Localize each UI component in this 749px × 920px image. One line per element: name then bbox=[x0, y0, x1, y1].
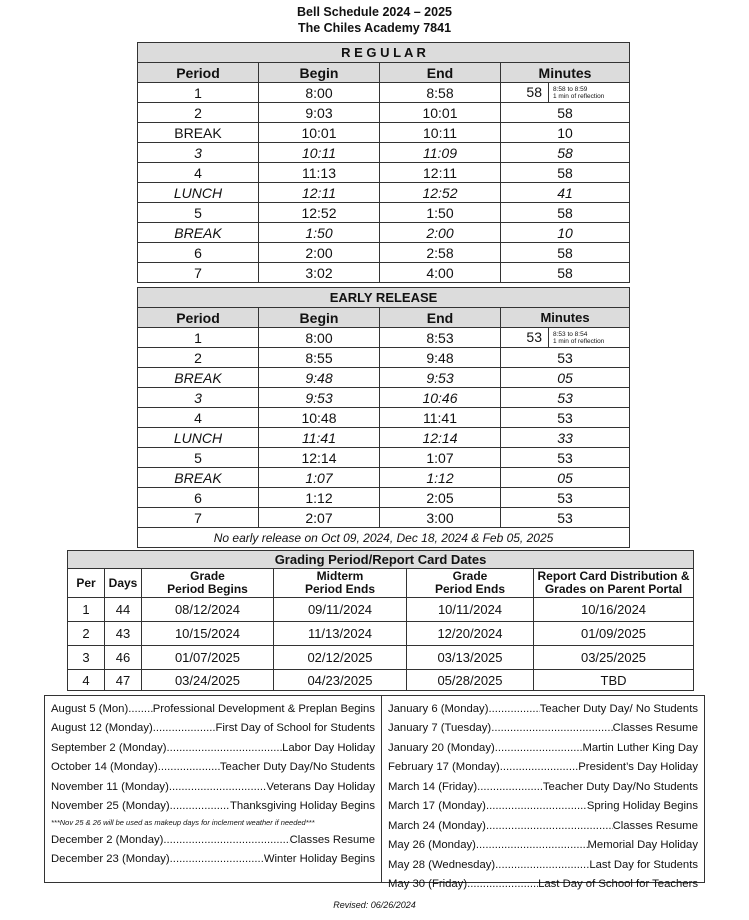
leader-dots bbox=[153, 722, 216, 734]
period-cell: BREAK bbox=[138, 468, 259, 488]
begin-cell: 3:02 bbox=[259, 263, 380, 283]
calendar-right bbox=[381, 695, 705, 891]
grading-cell: 10/16/2024 bbox=[534, 598, 694, 622]
end-cell: 4:00 bbox=[380, 263, 501, 283]
calendar-event: Teacher Duty Day/No Students bbox=[219, 761, 375, 774]
end-cell: 10:01 bbox=[380, 103, 501, 123]
col-begin: Begin bbox=[259, 63, 380, 83]
end-cell: 2:05 bbox=[380, 488, 501, 508]
calendar-event: Classes Resume bbox=[612, 722, 698, 735]
calendar-event: President’s Day Holiday bbox=[578, 761, 698, 774]
end-cell: 9:53 bbox=[380, 368, 501, 388]
table-row bbox=[138, 508, 630, 528]
reflection-note bbox=[549, 331, 604, 345]
calendar-event: Spring Holiday Begins bbox=[586, 800, 698, 813]
minutes-cell: 41 bbox=[501, 183, 630, 203]
minutes-cell: 58 bbox=[501, 243, 630, 263]
leader-dots bbox=[467, 878, 538, 890]
header-row bbox=[68, 569, 694, 598]
table-row bbox=[138, 163, 630, 183]
minutes-cell: 53 bbox=[501, 508, 630, 528]
note-text: 1 min of reflection bbox=[553, 92, 605, 100]
end-cell: 8:58 bbox=[380, 83, 501, 103]
begin-cell: 1:50 bbox=[259, 223, 380, 243]
calendar-item bbox=[388, 699, 698, 719]
col-period: Period bbox=[138, 63, 259, 83]
calendar-item bbox=[388, 758, 698, 778]
table-row bbox=[138, 243, 630, 263]
end-cell: 11:41 bbox=[380, 408, 501, 428]
leader-dots bbox=[488, 703, 539, 715]
calendar-date: December 2 (Monday) bbox=[51, 833, 164, 846]
end-cell: 2:00 bbox=[380, 223, 501, 243]
calendar-item bbox=[51, 758, 375, 778]
period-cell: 6 bbox=[138, 243, 259, 263]
begin-cell: 12:14 bbox=[259, 448, 380, 468]
minutes-cell: 53 bbox=[501, 408, 630, 428]
calendar-date: August 12 (Monday) bbox=[51, 722, 153, 735]
calendar-item bbox=[51, 797, 375, 817]
grading-cell: 1 bbox=[68, 598, 105, 622]
minutes-cell: 10 bbox=[501, 123, 630, 143]
table-row bbox=[138, 203, 630, 223]
table-row bbox=[68, 622, 694, 646]
begin-cell: 8:00 bbox=[259, 83, 380, 103]
leader-dots bbox=[495, 742, 583, 754]
period-cell: 5 bbox=[138, 448, 259, 468]
grading-col-header: Days bbox=[105, 569, 142, 598]
end-cell: 8:53 bbox=[380, 328, 501, 348]
begin-cell: 1:12 bbox=[259, 488, 380, 508]
begin-cell: 1:07 bbox=[259, 468, 380, 488]
end-cell: 10:11 bbox=[380, 123, 501, 143]
calendar-event: Veterans Day Holiday bbox=[266, 780, 375, 793]
grading-cell: 46 bbox=[105, 646, 142, 670]
end-cell: 3:00 bbox=[380, 508, 501, 528]
regular-caption: R E G U L A R bbox=[138, 43, 630, 63]
begin-cell: 2:00 bbox=[259, 243, 380, 263]
minutes-cell: 05 bbox=[501, 368, 630, 388]
minutes-cell: 58 bbox=[501, 263, 630, 283]
minutes-value: 53 bbox=[501, 328, 549, 347]
end-cell: 1:50 bbox=[380, 203, 501, 223]
period-cell: LUNCH bbox=[138, 183, 259, 203]
table-row bbox=[138, 408, 630, 428]
calendar-date: May 30 (Friday) bbox=[388, 878, 468, 891]
begin-cell: 9:03 bbox=[259, 103, 380, 123]
begin-cell: 9:53 bbox=[259, 388, 380, 408]
calendar-item bbox=[388, 719, 698, 739]
grading-cell: 2 bbox=[68, 622, 105, 646]
col-end: End bbox=[380, 63, 501, 83]
period-cell: 1 bbox=[138, 328, 259, 348]
leader-dots bbox=[491, 722, 612, 734]
calendar-item bbox=[388, 797, 698, 817]
minutes-cell: 05 bbox=[501, 468, 630, 488]
calendar-item bbox=[388, 875, 698, 895]
begin-cell: 10:11 bbox=[259, 143, 380, 163]
note-text: 1 min of reflection bbox=[553, 337, 605, 345]
calendar-date: March 24 (Monday) bbox=[388, 819, 486, 832]
grading-col-header: Grade Period Ends bbox=[407, 569, 534, 598]
begin-cell: 12:11 bbox=[259, 183, 380, 203]
grading-cell: 44 bbox=[105, 598, 142, 622]
table-row bbox=[138, 428, 630, 448]
grading-cell: 05/28/2025 bbox=[407, 670, 534, 691]
end-cell: 11:09 bbox=[380, 143, 501, 163]
calendar-event: Labor Day Holiday bbox=[282, 741, 375, 754]
col-period: Period bbox=[138, 308, 259, 328]
early-release-footnote: No early release on Oct 09, 2024, Dec 18, 2024 & Feb 05, 2025 bbox=[138, 528, 630, 548]
end-cell: 1:07 bbox=[380, 448, 501, 468]
calendar-event: Teacher Duty Day/No Students bbox=[542, 780, 698, 793]
calendar-date: February 17 (Monday) bbox=[388, 761, 500, 774]
calendar-item bbox=[51, 830, 375, 850]
calendar-item bbox=[388, 855, 698, 875]
col-end: End bbox=[380, 308, 501, 328]
calendar-date: November 25 (Monday) bbox=[51, 800, 170, 813]
calendar-event: Winter Holiday Begins bbox=[263, 853, 375, 866]
calendar-date: March 14 (Friday) bbox=[388, 780, 478, 793]
leader-dots bbox=[495, 859, 589, 871]
calendar-note: ***Nov 25 & 26 will be used as makeup days for inclement weather if needed*** bbox=[51, 818, 315, 827]
table-row bbox=[138, 143, 630, 163]
table-row bbox=[138, 123, 630, 143]
end-cell: 9:48 bbox=[380, 348, 501, 368]
grading-col-header: Grade Period Begins bbox=[142, 569, 274, 598]
grading-cell: 03/13/2025 bbox=[407, 646, 534, 670]
minutes-cell: 53 bbox=[501, 348, 630, 368]
table-row bbox=[138, 103, 630, 123]
table-row bbox=[138, 448, 630, 468]
calendar-date: January 7 (Tuesday) bbox=[388, 722, 492, 735]
period-cell: BREAK bbox=[138, 368, 259, 388]
leader-dots bbox=[486, 800, 587, 812]
grading-cell: 03/24/2025 bbox=[142, 670, 274, 691]
period-cell: 7 bbox=[138, 508, 259, 528]
calendar-item bbox=[388, 777, 698, 797]
table-row bbox=[138, 488, 630, 508]
calendar-date: December 23 (Monday) bbox=[51, 853, 170, 866]
calendar-event: Memorial Day Holiday bbox=[587, 839, 698, 852]
grading-cell: 10/15/2024 bbox=[142, 622, 274, 646]
begin-cell: 9:48 bbox=[259, 368, 380, 388]
col-minutes: Minutes bbox=[501, 63, 630, 83]
table-row bbox=[138, 468, 630, 488]
note-time: 8:53 to 8:54 bbox=[553, 330, 588, 338]
table-row bbox=[138, 223, 630, 243]
minutes-cell bbox=[501, 83, 630, 103]
table-row bbox=[138, 263, 630, 283]
calendar-date: January 6 (Monday) bbox=[388, 702, 489, 715]
period-cell: 7 bbox=[138, 263, 259, 283]
leader-dots bbox=[141, 703, 153, 715]
minutes-with-note bbox=[501, 83, 629, 102]
end-cell: 12:11 bbox=[380, 163, 501, 183]
grading-col-header: Report Card Distribution & Grades on Parent Portal bbox=[534, 569, 694, 598]
leader-dots bbox=[500, 761, 579, 773]
grading-cell: 09/11/2024 bbox=[274, 598, 407, 622]
calendar-item bbox=[51, 777, 375, 797]
calendar-date: September 2 (Monday) bbox=[51, 741, 167, 754]
begin-cell: 8:55 bbox=[259, 348, 380, 368]
minutes-cell: 53 bbox=[501, 448, 630, 468]
calendar-item bbox=[388, 816, 698, 836]
calendar-item bbox=[51, 850, 375, 870]
leader-dots bbox=[170, 853, 264, 865]
grading-cell: 04/23/2025 bbox=[274, 670, 407, 691]
period-cell: BREAK bbox=[138, 123, 259, 143]
period-cell: LUNCH bbox=[138, 428, 259, 448]
minutes-cell: 33 bbox=[501, 428, 630, 448]
minutes-cell: 58 bbox=[501, 103, 630, 123]
begin-cell: 10:01 bbox=[259, 123, 380, 143]
minutes-cell: 58 bbox=[501, 203, 630, 223]
calendar-left bbox=[44, 695, 382, 883]
footnote-row bbox=[138, 528, 630, 548]
col-begin: Begin bbox=[259, 308, 380, 328]
grading-cell: 47 bbox=[105, 670, 142, 691]
period-cell: 2 bbox=[138, 348, 259, 368]
leader-dots bbox=[163, 834, 289, 846]
school-name: The Chiles Academy 7841 bbox=[297, 21, 452, 35]
leader-dots bbox=[476, 839, 588, 851]
grading-cell: 02/12/2025 bbox=[274, 646, 407, 670]
table-row bbox=[138, 388, 630, 408]
calendar-date: May 28 (Wednesday) bbox=[388, 858, 496, 871]
grading-cell: TBD bbox=[534, 670, 694, 691]
end-cell: 12:14 bbox=[380, 428, 501, 448]
calendar-event: Martin Luther King Day bbox=[582, 741, 698, 754]
period-cell: 3 bbox=[138, 143, 259, 163]
period-cell: 5 bbox=[138, 203, 259, 223]
end-cell: 2:58 bbox=[380, 243, 501, 263]
table-row bbox=[68, 646, 694, 670]
minutes-cell: 10 bbox=[501, 223, 630, 243]
calendar-date: May 26 (Monday) bbox=[388, 839, 476, 852]
leader-dots bbox=[477, 781, 543, 793]
table-row bbox=[138, 328, 630, 348]
begin-cell: 8:00 bbox=[259, 328, 380, 348]
period-cell: BREAK bbox=[138, 223, 259, 243]
calendar-event: Professional Development & Preplan Begins bbox=[152, 702, 375, 715]
calendar-item bbox=[388, 836, 698, 856]
period-cell: 4 bbox=[138, 163, 259, 183]
regular-schedule-table bbox=[137, 42, 630, 283]
grading-cell: 3 bbox=[68, 646, 105, 670]
minutes-value: 58 bbox=[501, 83, 549, 102]
minutes-cell: 58 bbox=[501, 143, 630, 163]
table-row bbox=[138, 368, 630, 388]
reflection-note bbox=[549, 86, 604, 100]
table-row bbox=[68, 598, 694, 622]
leader-dots bbox=[169, 781, 267, 793]
period-cell: 1 bbox=[138, 83, 259, 103]
period-cell: 2 bbox=[138, 103, 259, 123]
period-cell: 4 bbox=[138, 408, 259, 428]
calendar-item bbox=[51, 738, 375, 758]
begin-cell: 11:41 bbox=[259, 428, 380, 448]
grading-cell: 01/07/2025 bbox=[142, 646, 274, 670]
grading-cell: 01/09/2025 bbox=[534, 622, 694, 646]
calendar-date: August 5 (Mon).... bbox=[51, 702, 141, 715]
calendar-item bbox=[51, 719, 375, 739]
revised-date: Revised: 06/26/2024 bbox=[333, 900, 416, 910]
calendar-item bbox=[388, 738, 698, 758]
period-cell: 3 bbox=[138, 388, 259, 408]
begin-cell: 12:52 bbox=[259, 203, 380, 223]
calendar-event: Classes Resume bbox=[289, 833, 375, 846]
calendar-date: January 20 (Monday) bbox=[388, 741, 495, 754]
early-caption: EARLY RELEASE bbox=[138, 288, 630, 308]
calendar-item bbox=[51, 699, 375, 719]
col-minutes: Minutes bbox=[501, 308, 630, 328]
end-cell: 1:12 bbox=[380, 468, 501, 488]
grading-cell: 11/13/2024 bbox=[274, 622, 407, 646]
table-row bbox=[138, 348, 630, 368]
leader-dots bbox=[486, 820, 613, 832]
end-cell: 12:52 bbox=[380, 183, 501, 203]
minutes-with-note bbox=[501, 328, 629, 347]
leader-dots bbox=[170, 800, 230, 812]
grading-cell: 10/11/2024 bbox=[407, 598, 534, 622]
calendar-event: First Day of School for Students bbox=[215, 722, 375, 735]
minutes-cell: 53 bbox=[501, 488, 630, 508]
early-release-table bbox=[137, 287, 630, 548]
begin-cell: 2:07 bbox=[259, 508, 380, 528]
calendar-date: October 14 (Monday) bbox=[51, 761, 158, 774]
leader-dots bbox=[167, 742, 283, 754]
grading-cell: 43 bbox=[105, 622, 142, 646]
grading-cell: 03/25/2025 bbox=[534, 646, 694, 670]
end-cell: 10:46 bbox=[380, 388, 501, 408]
calendar-event: Teacher Duty Day/ No Students bbox=[539, 702, 698, 715]
minutes-cell: 53 bbox=[501, 388, 630, 408]
calendar-event: Thanksgiving Holiday Begins bbox=[229, 800, 375, 813]
calendar-date: March 17 (Monday) bbox=[388, 800, 486, 813]
grading-caption: Grading Period/Report Card Dates bbox=[68, 551, 694, 569]
begin-cell: 11:13 bbox=[259, 163, 380, 183]
table-row bbox=[138, 83, 630, 103]
grading-col-header: Midterm Period Ends bbox=[274, 569, 407, 598]
begin-cell: 10:48 bbox=[259, 408, 380, 428]
calendar-event: Last Day for Students bbox=[589, 858, 698, 871]
table-row bbox=[138, 183, 630, 203]
grading-cell: 08/12/2024 bbox=[142, 598, 274, 622]
grading-periods-table bbox=[67, 550, 694, 691]
document-title: Bell Schedule 2024 – 2025 bbox=[297, 5, 452, 19]
minutes-cell: 58 bbox=[501, 163, 630, 183]
grading-col-header: Per bbox=[68, 569, 105, 598]
table-row bbox=[68, 670, 694, 691]
calendar-date: November 11 (Monday) bbox=[51, 780, 169, 793]
minutes-cell bbox=[501, 328, 630, 348]
calendar-event: Last Day of School for Teachers bbox=[538, 878, 698, 891]
leader-dots bbox=[158, 761, 220, 773]
period-cell: 6 bbox=[138, 488, 259, 508]
note-time: 8:58 to 8:59 bbox=[553, 85, 588, 93]
grading-cell: 4 bbox=[68, 670, 105, 691]
grading-cell: 12/20/2024 bbox=[407, 622, 534, 646]
calendar-event: Classes Resume bbox=[612, 819, 698, 832]
